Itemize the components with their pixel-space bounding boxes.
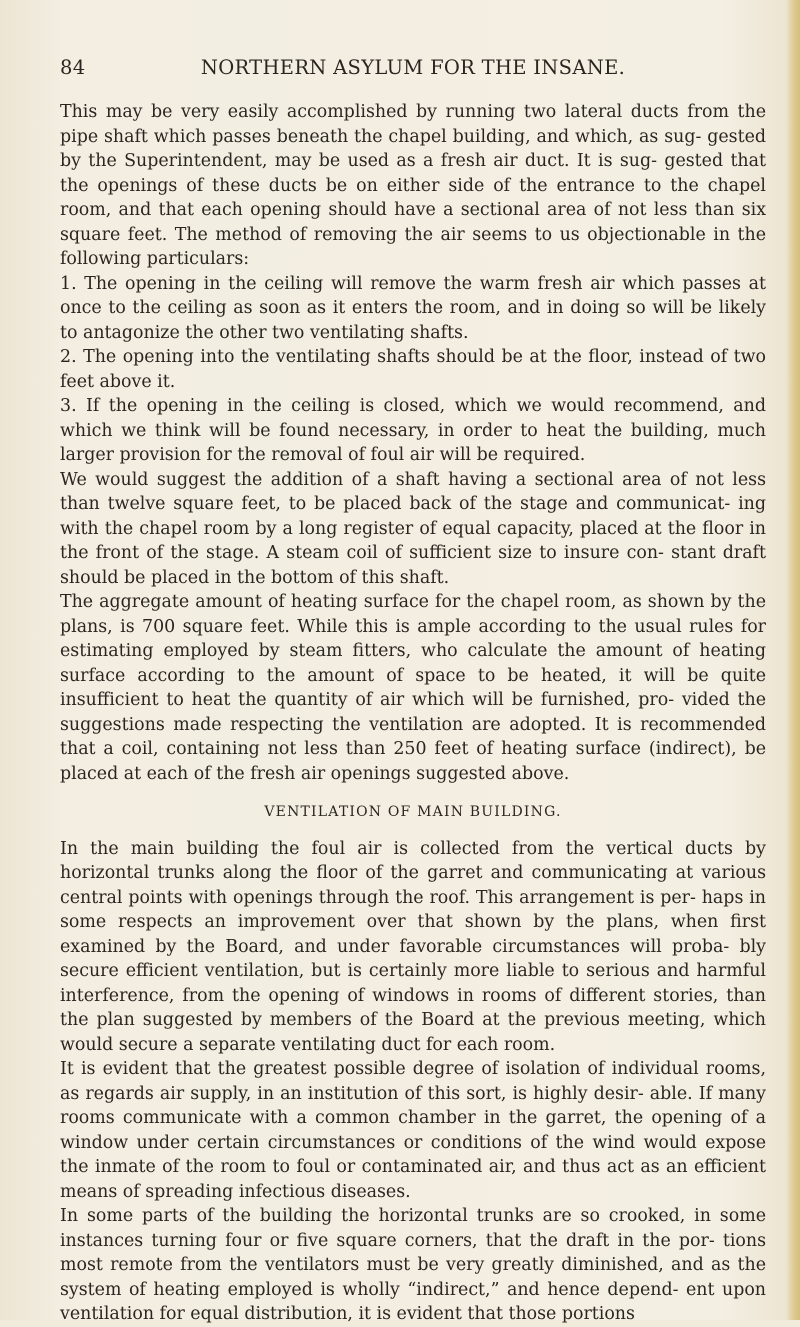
paragraph: In the main building the foul air is collected from the vertical ducts by horizontal trunks along the floor of the garret and communicating at various central points with openings through the roof. This arrangement is per- haps in some respects an improvement over that shown by the plans, when first examined by the Board, and under favorable circumstances will proba- bly secure efficient ventilation, but is certainly more liable to serious and harmful interference, from the opening of windows in rooms of different stories, than the plan suggested by members of the Board at the previous meeting, which would secure a separate ventilating duct for each room.	[60, 838, 766, 1055]
paragraph: In some parts of the building the horizontal trunks are so crooked, in some instances turning four or five square corners, that the draft in the por- tions most remote from the ventilators must be very greatly diminished, and as the system of heating employed is wholly “indirect,” and hence depend- ent upon ventilation for equal distribution, it is evident that those portions	[60, 1206, 766, 1324]
paragraph: 1. The opening in the ceiling will remove the warm fresh air which passes at once to the ceiling as soon as it enters the room, and in doing so will be likely to antagonize the other two ventilating shafts.	[60, 273, 766, 343]
paragraph: We would suggest the addition of a shaft having a sectional area of not less than twelve square feet, to be placed back of the stage and communicat- ing with the chapel room by a long register of equal capacity, placed at the floor in the front of the stage. A steam coil of sufficient size to insure con- stant draft should be placed in the bottom of this shaft.	[60, 469, 766, 588]
paragraph: It is evident that the greatest possible degree of isolation of individual rooms, as regards air supply, in an institution of this sort, is highly desir- able. If many rooms communicate with a common chamber in the garret, the opening of a window under certain circumstances or conditions of the wind would expose the inmate of the room to foul or contaminated air, and thus act as an efficient means of spreading infectious diseases.	[60, 1059, 766, 1202]
running-title: NORTHERN ASYLUM FOR THE INSANE.	[200, 56, 626, 79]
page-number: 84	[60, 56, 86, 79]
page-header	[60, 56, 766, 82]
body-text	[60, 100, 766, 1327]
section-heading: VENTILATION OF MAIN BUILDING.	[264, 804, 562, 820]
paragraph: This may be very easily accomplished by running two lateral ducts from the pipe shaft which passes beneath the chapel building, and which, as sug- gested by the Superintendent, may be used as a fresh air duct. It is sug- gested that the openings of these ducts be on either side of the entrance to the chapel room, and that each opening should have a sectional area of not less than six square feet. The method of removing the air seems to us objectionable in the following particulars:	[60, 102, 766, 269]
paragraph: 3. If the opening in the ceiling is closed, which we would recommend, and which we think will be found necessary, in order to heat the building, much larger provision for the removal of foul air will be required.	[60, 396, 766, 465]
page-edge	[786, 0, 800, 1320]
paragraph: The aggregate amount of heating surface for the chapel room, as shown by the plans, is 700 square feet. While this is ample according to the usual rules for estimating employed by steam fitters, who calculate the amount of heating surface according to the amount of space to be heated, it will be quite insufficient to heat the quantity of air which will be furnished, pro- vided the suggestions made respecting the ventilation are adopted. It is recommended that a coil, containing not less than 250 feet of heating surface (indirect), be placed at each of the fresh air openings suggested above.	[60, 592, 766, 784]
paragraph: 2. The opening into the ventilating shafts should be at the floor, instead of two feet above it.	[60, 347, 766, 392]
